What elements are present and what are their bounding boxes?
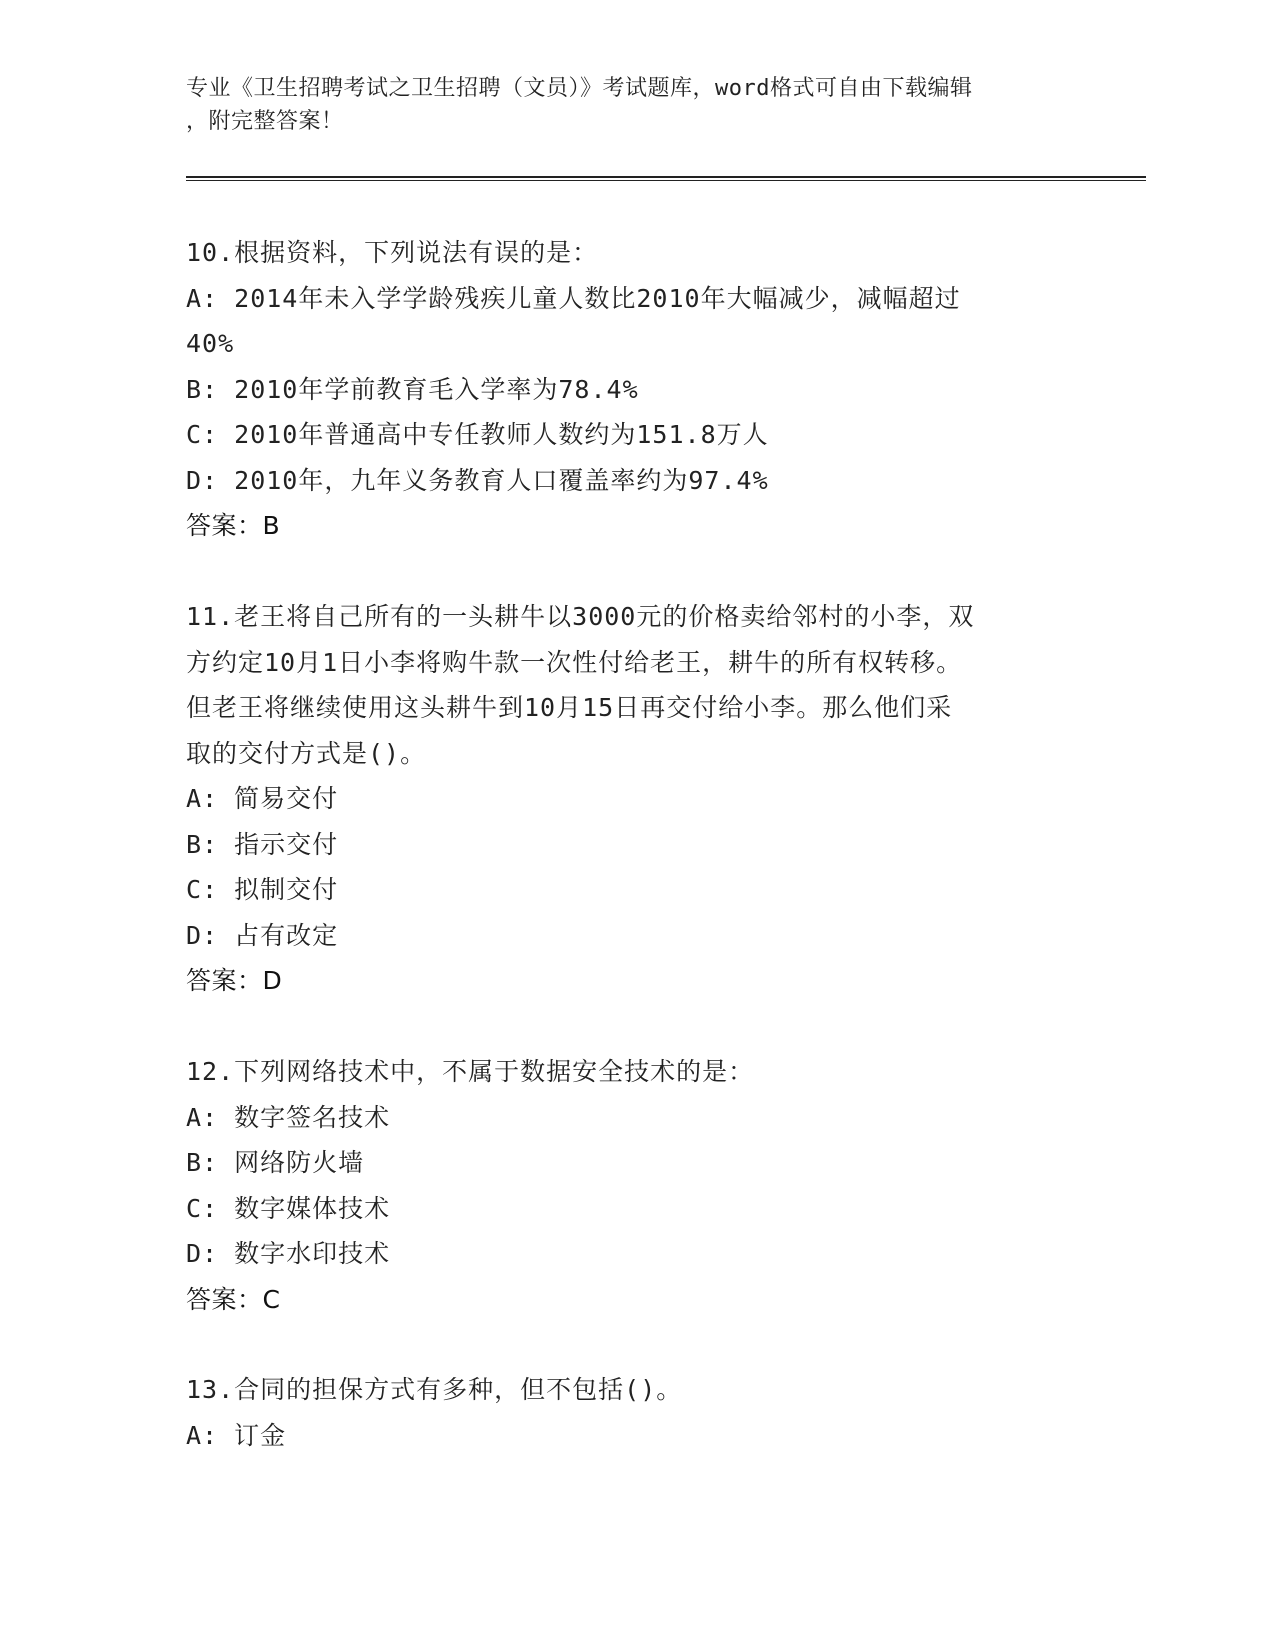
question-10 bbox=[186, 230, 1066, 549]
option-d: D: 占有改定 bbox=[186, 920, 339, 950]
option-a: A: 数字签名技术 bbox=[186, 1102, 391, 1132]
header-line-1: 专业《卫生招聘考试之卫生招聘（文员）》考试题库，word格式可自由下载编辑 bbox=[186, 76, 973, 101]
question-stem: 但老王将继续使用这头耕牛到10月15日再交付给小李。那么他们采 bbox=[186, 693, 953, 722]
option-c: C: 拟制交付 bbox=[186, 875, 339, 904]
question-stem: 11.老王将自己所有的一头耕牛以3000元的价格卖给邻村的小李，双 bbox=[186, 602, 975, 631]
option-d: D: 2010年，九年义务教育人口覆盖率约为97.4% bbox=[186, 465, 769, 495]
answer-label: 答案：D bbox=[186, 966, 283, 995]
answer-label: 答案：C bbox=[186, 1284, 281, 1314]
option-a-continued: 40% bbox=[186, 329, 235, 358]
option-a: A: 简易交付 bbox=[186, 784, 339, 813]
option-c: C: 数字媒体技术 bbox=[186, 1193, 391, 1223]
option-c: C: 2010年普通高中专任教师人数约为151.8万人 bbox=[186, 420, 769, 449]
question-11 bbox=[186, 594, 1066, 1004]
header-divider bbox=[186, 176, 1146, 181]
question-stem: 12.下列网络技术中，不属于数据安全技术的是： bbox=[186, 1057, 755, 1086]
question-12 bbox=[186, 1049, 1066, 1322]
option-b: B: 2010年学前教育毛入学率为78.4% bbox=[186, 374, 639, 404]
question-stem: 取的交付方式是()。 bbox=[186, 738, 427, 768]
option-a: A: 订金 bbox=[186, 1420, 287, 1450]
answer-label: 答案：B bbox=[186, 511, 281, 540]
question-13 bbox=[186, 1367, 1066, 1458]
option-a: A: 2014年未入学学龄残疾儿童人数比2010年大幅减少，减幅超过 bbox=[186, 283, 961, 313]
header-line-2: ，附完整答案！ bbox=[186, 109, 344, 134]
option-d: D: 数字水印技术 bbox=[186, 1239, 391, 1268]
question-stem: 10.根据资料，下列说法有误的是： bbox=[186, 238, 599, 267]
question-stem: 方约定10月1日小李将购牛款一次性付给老王，耕牛的所有权转移。 bbox=[186, 647, 963, 677]
option-b: B: 网络防火墙 bbox=[186, 1148, 365, 1177]
question-stem: 13.合同的担保方式有多种，但不包括()。 bbox=[186, 1375, 683, 1404]
document-header bbox=[186, 72, 1066, 138]
option-b: B: 指示交付 bbox=[186, 829, 339, 859]
